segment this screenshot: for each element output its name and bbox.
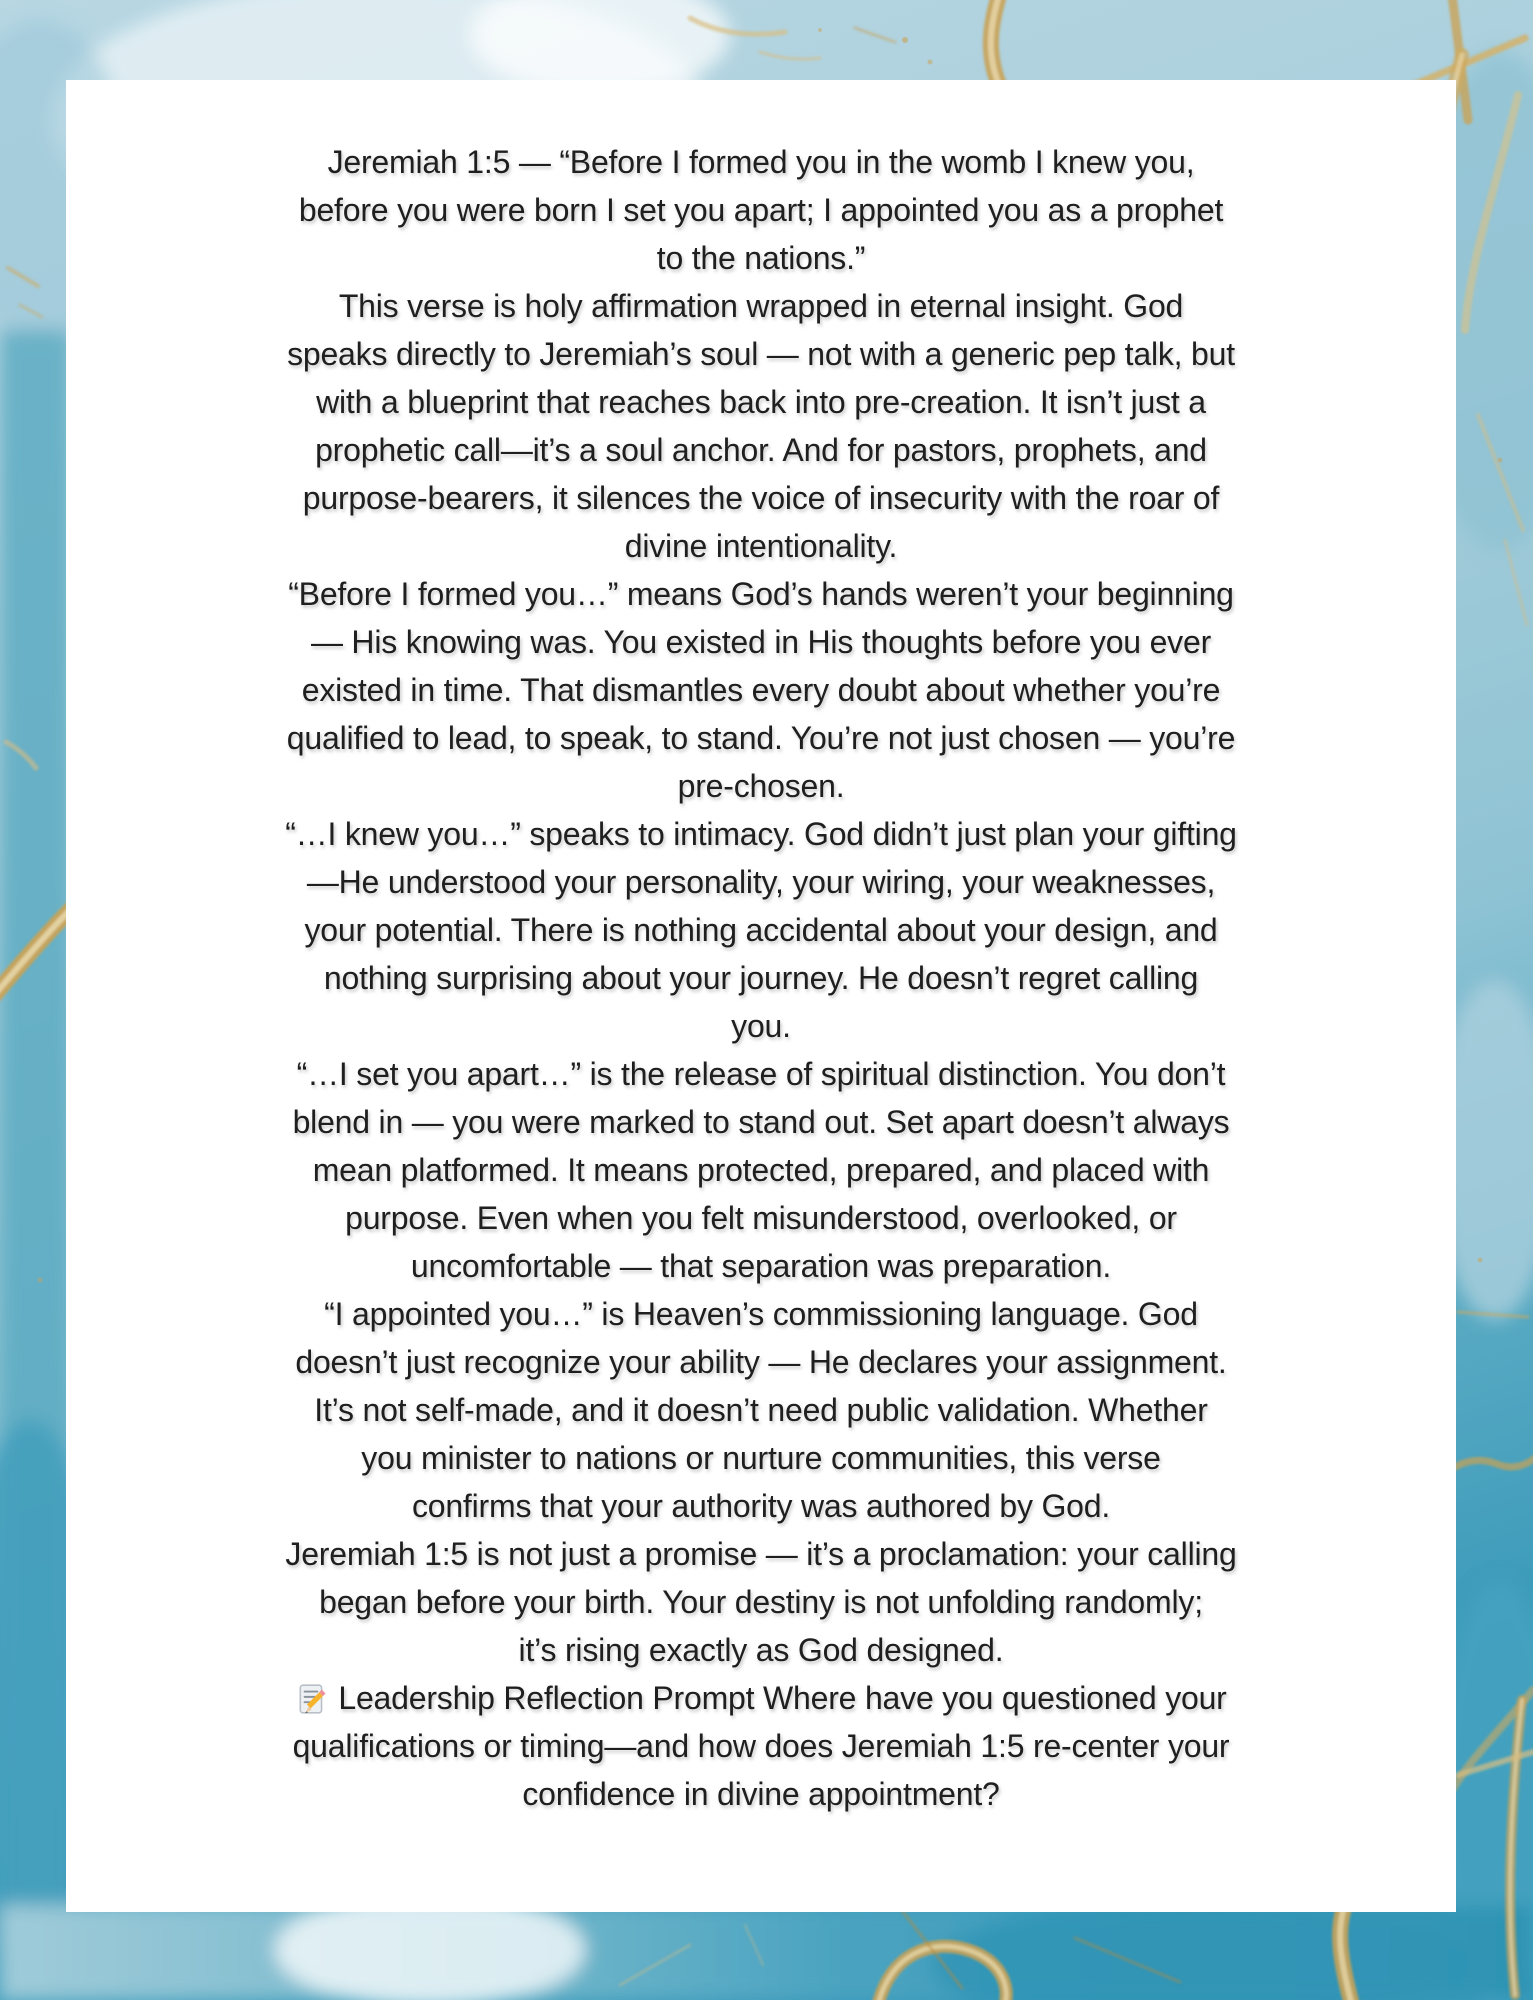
text-line: Jeremiah 1:5 — “Before I formed you in the womb I knew you, xyxy=(327,144,1195,180)
paragraph-i-knew-you xyxy=(141,810,1381,1050)
memo-icon xyxy=(295,1682,329,1716)
text-line: doesn’t just recognize your ability — He declares your assignment. xyxy=(295,1344,1227,1380)
reflection-line xyxy=(141,1674,1381,1722)
text-line: pre-chosen. xyxy=(677,768,845,804)
paragraph-i-set-you-apart xyxy=(141,1050,1381,1290)
text-line: confirms that your authority was authored by God. xyxy=(411,1488,1111,1524)
text-line: with a blueprint that reaches back into pre-creation. It isn’t just a xyxy=(316,384,1206,420)
text-line: you. xyxy=(731,1008,791,1044)
text-line: your potential. There is nothing accidental about your design, and xyxy=(304,912,1218,948)
reflection-line-text: Leadership Reflection Prompt Where have you questioned your xyxy=(338,1680,1227,1716)
text-line: purpose-bearers, it silences the voice of insecurity with the roar of xyxy=(302,480,1220,516)
paragraph-verse xyxy=(141,138,1381,282)
text-line: prophetic call—it’s a soul anchor. And for pastors, prophets, and xyxy=(315,432,1207,468)
text-line: “I appointed you…” is Heaven’s commissioning language. God xyxy=(324,1296,1198,1332)
paragraph-i-appointed-you xyxy=(141,1290,1381,1530)
text-line: began before your birth. Your destiny is not unfolding randomly; xyxy=(319,1584,1203,1620)
text-line: “…I set you apart…” is the release of spiritual distinction. You don’t xyxy=(296,1056,1226,1092)
text-line: it’s rising exactly as God designed. xyxy=(518,1632,1004,1668)
paragraph-reflection-prompt xyxy=(141,1674,1381,1818)
text-line: Jeremiah 1:5 is not just a promise — it’s a proclamation: your calling xyxy=(285,1536,1237,1572)
text-line: This verse is holy affirmation wrapped in eternal insight. God xyxy=(338,288,1184,324)
devotional-text xyxy=(141,138,1381,1818)
text-line: — His knowing was. You existed in His thoughts before you ever xyxy=(310,624,1212,660)
content-card xyxy=(66,80,1456,1912)
text-line: qualified to lead, to speak, to stand. You’re not just chosen — you’re xyxy=(286,720,1236,756)
text-line: existed in time. That dismantles every doubt about whether you’re xyxy=(301,672,1221,708)
text-line: It’s not self-made, and it doesn’t need public validation. Whether xyxy=(314,1392,1208,1428)
text-line: uncomfortable — that separation was preparation. xyxy=(410,1248,1112,1284)
text-line: “…I knew you…” speaks to intimacy. God didn’t just plan your gifting xyxy=(285,816,1237,852)
text-line: divine intentionality. xyxy=(624,528,898,564)
text-line: speaks directly to Jeremiah’s soul — not with a generic pep talk, but xyxy=(287,336,1235,372)
text-line: qualifications or timing—and how does Jeremiah 1:5 re-center your xyxy=(292,1728,1230,1764)
paragraph-commentary-intro xyxy=(141,282,1381,570)
text-line: you minister to nations or nurture communities, this verse xyxy=(361,1440,1161,1476)
text-line: to the nations.” xyxy=(656,240,866,276)
text-line: before you were born I set you apart; I appointed you as a prophet xyxy=(298,192,1224,228)
paragraph-before-i-formed-you xyxy=(141,570,1381,810)
text-line: nothing surprising about your journey. He doesn’t regret calling xyxy=(323,960,1199,996)
text-line: confidence in divine appointment? xyxy=(522,1776,1000,1812)
text-line: blend in — you were marked to stand out. Set apart doesn’t always xyxy=(292,1104,1230,1140)
paragraph-conclusion xyxy=(141,1530,1381,1674)
text-line: —He understood your personality, your wiring, your weaknesses, xyxy=(306,864,1216,900)
text-line: “Before I formed you…” means God’s hands weren’t your beginning xyxy=(288,576,1234,612)
text-line: purpose. Even when you felt misunderstood, overlooked, or xyxy=(345,1200,1177,1236)
text-line: mean platformed. It means protected, prepared, and placed with xyxy=(312,1152,1210,1188)
